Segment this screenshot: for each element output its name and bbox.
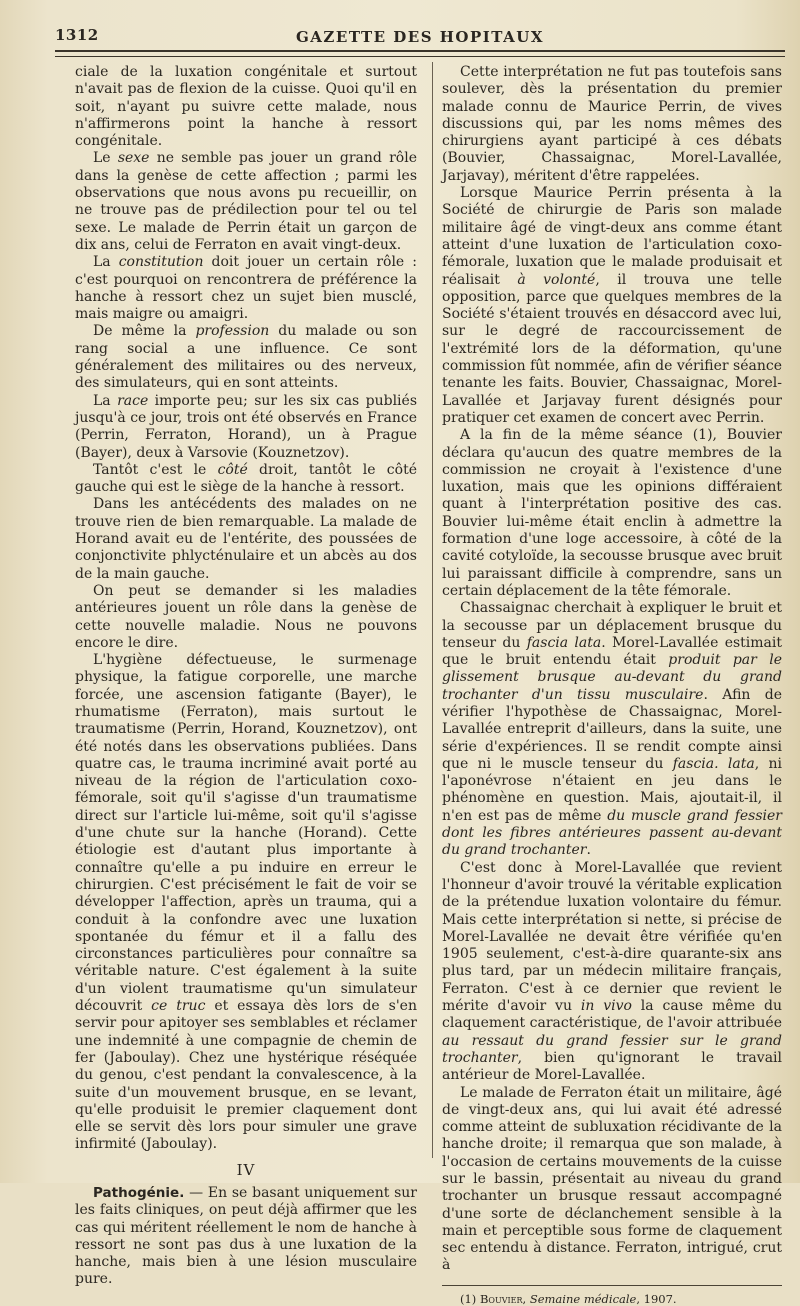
paragraph: Dans les antécédents des malades on ne trouve rien de bien remarquable. La malade de Horand avait eu de l'entérite, des poussées de conjonctivite phlycténulaire et un abcès au dos de la main gauche.: [75, 496, 417, 582]
paragraph: La race importe peu; sur les six cas publiés jusqu'à ce jour, trois ont été observés en France (Perrin, Ferraton, Horand), un à Prague (Bayer), deux à Varsovie (Kouznetzov).: [75, 392, 418, 461]
footnote-rule: [442, 1285, 782, 1286]
section-number: IV: [236, 1160, 256, 1179]
paragraph: On peut se demander si les maladies antérieures jouent un rôle dans la genèse de cette nouvelle maladie. Nous ne pouvons encore le dire.: [75, 582, 417, 651]
paragraph: C'est donc à Morel-Lavallée que revient l'honneur d'avoir trouvé la véritable explication de la prétendue luxation volontaire du fémur. Mais cette interprétation si nette, si précise de Morel-Lavallée ne devait être vérifiée qu'en 1905 seulement, c'est-à-dire quarante-six ans plus tard, par un médecin militaire français, Ferraton. C'est à ce dernier que revient le mérite d'avoir vu in vivo la cause même du claquement caractéristique, de l'avoir attribuée au ressaut du grand fessier sur le grand trochanter, bien qu'ignorant le travail antérieur de Morel-Lavallée.: [442, 859, 782, 1084]
paragraph: Chassaignac cherchait à expliquer le bruit et la secousse par un déplacement brusque du tenseur du fascia lata. Morel-Lavallée estimait que le bruit entendu était produit par le glissement brusque au-devant du grand trochanter d'un tissu musculaire. Afin de vérifier l'hypothèse de Chassaignac, Morel-Lavallée entreprit d'ailleurs, dans la suite, une série d'expériences. Il se rendit compte ainsi que ni le muscle tenseur du fascia. lata, ni l'aponévrose n'étaient en jeu dans le phénomène en question. Mais, ajoutait-il, il n'en est pas de même du muscle grand fessier dont les fibres antérieures passent au-devant du grand trochanter.: [442, 600, 782, 859]
column-divider: [432, 62, 433, 1158]
paragraph: La constitution doit jouer un certain rôle : c'est pourquoi on rencontrera de préférence la hanche à ressort chez un sujet bien musclé, mais maigre ou amaigri.: [75, 254, 417, 323]
page-number: 1312: [55, 26, 99, 44]
running-title: GAZETTE DES HOPITAUX: [295, 28, 544, 46]
paragraph: De même la profession du malade ou son rang social a une influence. Ce sont généralement des militaires ou des nerveux, des simulateurs, qui en sont atteints.: [75, 323, 417, 392]
paragraph: ciale de la luxation congénitale et surtout n'avait pas de flexion de la cuisse. Quoi qu'il en soit, n'ayant pu suivre cette malade, nous n'affirmerons point la hanche à ressort congénitale.: [75, 64, 417, 150]
paragraph: A la fin de la même séance (1), Bouvier déclara qu'aucun des quatre membres de la commission ne croyait à l'existence d'une luxation, mais que les opinions différaient quant à l'interprétation positive des cas. Bouvier lui-même était enclin à admettre la formation d'une loge accessoire, à côté de la cavité cotyloïde, la secousse brusque avec bruit lui paraissant difficile à comprendre, sans un certain déplacement de la tête fémorale.: [442, 427, 782, 599]
paragraph: Le sexe ne semble pas jouer un grand rôle dans la genèse de cette affection ; parmi les observations que nous avons pu recueillir, on ne trouve pas de prédilection pour tel ou tel sexe. Le malade de Perrin était un garçon de dix ans, celui de Ferraton en avait vingt-deux.: [75, 150, 417, 253]
section-heading: Pathogénie.: [93, 1185, 185, 1201]
header-rule-thick: [55, 50, 785, 52]
paragraph: Pathogénie. — En se basant uniquement sur les faits cliniques, on peut déjà affirmer que les cas qui méritent réellement le nom de hanche à ressort ne sont pas dus à une luxation de la hanche, mais bien à une lésion musculaire pure.: [75, 1185, 417, 1288]
header-rule-thin: [55, 56, 785, 57]
left-column: [75, 64, 418, 1288]
paragraph: Cette interprétation ne fut pas toutefois sans soulever, dès la présentation du premier malade connu de Maurice Perrin, de vives discussions qui, par les noms mêmes des chirurgiens ayant participé à ces débats (Bouvier, Chassaignac, Morel-Lavallée, Jarjavay), méritent d'être rappelées.: [442, 64, 782, 184]
paragraph: L'hygiène défectueuse, le surmenage physique, la fatigue corporelle, une marche forcée, une ascension fatigante (Bayer), le rhumatisme (Ferraton), mais surtout le traumatisme (Perrin, Horand, Kouznetzov), ont été notés dans les observations publiées. Dans quatre cas, le trauma incriminé avait porté au niveau de la région de l'articulation coxo-fémorale, soit qu'il s'agisse d'un traumatisme direct sur l'article lui-même, soit qu'il s'agisse d'une chute sur la hanche (Horand). Cette étiologie est d'autant plus importante à connaître qu'elle a pu induire en erreur le chirurgien. C'est précisément le fait de voir se développer l'affection, après un trauma, qui a conduit à la confondre avec une luxation spontanée du fémur et il a fallu des circonstances particulières pour connaître sa véritable nature. C'est également à la suite d'un violent traumatisme qu'un simulateur découvrit ce truc et essaya dès lors de s'en servir pour apitoyer ses semblables et réclamer une indemnité à une compagnie de chemin de fer (Jaboulay). Chez une hystérique réséquée du genou, c'est pendant la convalescence, à la suite d'un mouvement brusque, en se levant, qu'elle produisit le premier claquement dont elle se servit dès lors pour simuler une grave infirmité (Jaboulay).: [75, 652, 417, 1153]
page-header: [55, 26, 785, 46]
right-column: [442, 64, 782, 1306]
paragraph: Le malade de Ferraton était un militaire, âgé de vingt-deux ans, qui lui avait été adressé comme atteint de subluxation récidivante de la hanche droite; il remarqua que son malade, à l'occasion de certains mouvements de la cuisse sur le bassin, présentait au niveau du grand trochanter un brusque ressaut accompagné d'une sorte de déclanchement sensible à la main et perceptible sous forme de claquement sec entendu à distance. Ferraton, intrigué, crut à: [442, 1084, 782, 1274]
paragraph: Lorsque Maurice Perrin présenta à la Société de chirurgie de Paris son malade militaire âgé de vingt-deux ans comme étant atteint d'une luxation de l'articulation coxo-fémorale, luxation que le malade produisait et réalisait à volonté, il trouva une telle opposition, parce que quelques membres de la Société s'étaient trouvés en désaccord avec lui, sur le degré de raccourcissement de l'extrémité lors de la déformation, qu'une commission fût nommée, afin de vérifier séance tenante les faits. Bouvier, Chassaignac, Morel-Lavallée et Jarjavay furent désignés pour pratiquer cet examen de concert avec Perrin.: [442, 185, 782, 426]
paragraph: Tantôt c'est le côté droit, tantôt le côté gauche qui est le siège de la hanche à ressort.: [75, 461, 417, 496]
footnote: (1) Bouvier, Semaine médicale, 1907.: [460, 1291, 677, 1306]
